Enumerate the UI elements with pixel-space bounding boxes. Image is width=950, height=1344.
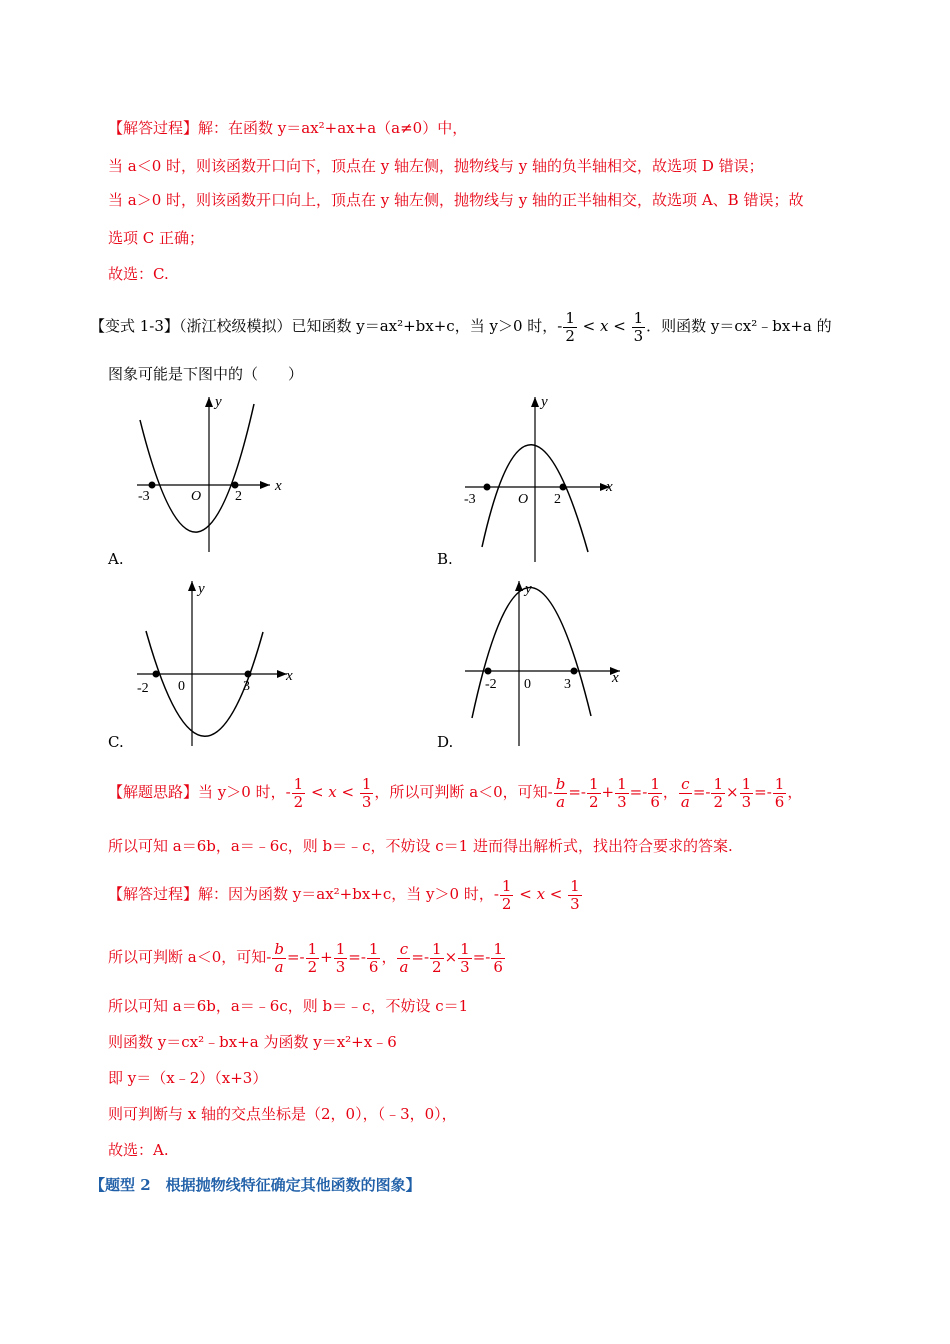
fraction-half: $\frac{1}{2}$ (565, 308, 575, 345)
graph-option-b (460, 392, 620, 562)
solution1-line-5: 故选：C. (108, 265, 169, 283)
graph-a-tick-2: O (191, 489, 202, 504)
graph-d-y-label: y (525, 581, 532, 597)
solution2-line-7: 故选：A. (108, 1141, 169, 1159)
solution2-line-4: 则函数 y＝cx²﹣bx+a 为函数 y＝x²+x﹣6 (108, 1033, 397, 1051)
graph-b-x-label: x (606, 479, 613, 495)
solution2-line-3: 所以可知 a＝6b，a＝﹣6c，则 b＝﹣c，不妨设 c＝1 (108, 997, 469, 1015)
option-c-label: C. (108, 733, 124, 751)
graph-option-d (460, 576, 630, 746)
solution1-line-2: 当 a＜0 时，则该函数开口向下，顶点在 y 轴左侧，抛物线与 y 轴的负半轴相交，故选项 D 错误； (108, 157, 764, 175)
graph-b-tick-1: -3 (464, 492, 476, 507)
section-heading: 【题型 2 根据抛物线特征确定其他函数的图象】 (90, 1176, 421, 1194)
hint-line-1: 【解题思路】当 y＞0 时，- $\frac{1}{2}$ < x < $\frac{1}{3}$ ，所以可判断 a＜0，可知- $\frac{b}{a}$ =- $\frac{1}{2}$ + $\frac{1}{3}$ =- $\frac{1}{6}$ ， $\frac{c}{a}$ =- $\frac{1}{2}$ × $\frac{1}{3}$ =- $\frac{1}{6}$ ， (108, 774, 803, 811)
solution1-line-1: 【解答过程】解：在函数 y＝ax²+ax+a（a≠0）中， (108, 119, 468, 137)
graph-c-tick-2: 0 (178, 679, 185, 694)
graph-c-tick-3: 3 (243, 679, 250, 694)
option-b-label: B. (437, 550, 453, 568)
option-d-label: D. (437, 733, 454, 751)
fraction-third: $\frac{1}{3}$ (633, 308, 644, 345)
solution2-tag: 【解答过程】 (108, 885, 199, 903)
graph-a-x-label: x (275, 478, 282, 494)
solution2-line-2: 所以可判断 a＜0，可知- $\frac{b}{a}$ =- $\frac{1}{2}$ + $\frac{1}{3}$ =- $\frac{1}{6}$ ， $\frac{c}{a}$ =- $\frac{1}{2}$ × $\frac{1}{3}$ =- $\frac{1}{6}$ (108, 939, 503, 976)
graph-a-tick-3: 2 (235, 489, 242, 504)
graph-d-tick-2: 0 (524, 677, 531, 692)
graph-option-a (132, 392, 292, 552)
graph-c-tick-1: -2 (137, 681, 149, 696)
graph-b-tick-3: 2 (554, 492, 561, 507)
graph-d-tick-3: 3 (564, 677, 571, 692)
graph-option-c (132, 576, 302, 746)
option-a-label: A. (108, 550, 124, 568)
graph-a-y-label: y (215, 394, 222, 410)
problem-text-a: 已知函数 y＝ax²+bx+c，当 y＞0 时，- (291, 317, 563, 335)
graph-d-x-label: x (612, 670, 619, 686)
problem-source: （浙江校级模拟） (178, 317, 292, 335)
graph-b-tick-2: O (518, 492, 529, 507)
graph-c-x-label: x (286, 668, 293, 684)
solution1-line-3: 当 a＞0 时，则该函数开口向上，顶点在 y 轴左侧，抛物线与 y 轴的正半轴相交，故选项 A、B 错误；故 (108, 191, 804, 209)
solution2-line-5: 即 y＝（x﹣2）（x+3） (108, 1069, 268, 1087)
graph-a-tick-1: -3 (138, 489, 150, 504)
problem-tag: 【变式 1-3】 (90, 317, 179, 335)
solution2-line-6: 则可判断与 x 轴的交点坐标是（2，0），（﹣3，0）， (108, 1105, 457, 1123)
problem-line-2: 图象可能是下图中的（ ） (108, 365, 304, 383)
graph-c-y-label: y (198, 581, 205, 597)
hint-line-2: 所以可知 a＝6b，a＝﹣6c，则 b＝﹣c，不妨设 c＝1 进而得出解析式，找出符合要求的答案. (108, 837, 733, 855)
problem-statement: 【变式 1-3】（浙江校级模拟）已知函数 y＝ax²+bx+c，当 y＞0 时，- $\frac{1}{2}$ < x < $\frac{1}{3}$ ．则函数 y＝cx²﹣bx+a 的 (90, 308, 832, 345)
solution2-line-1: 【解答过程】解：因为函数 y＝ax²+bx+c，当 y＞0 时，- $\frac{1}{2}$ < x < $\frac{1}{3}$ (108, 876, 580, 913)
hint-tag: 【解题思路】 (108, 783, 199, 801)
solution1-line-4: 选项 C 正确； (108, 229, 205, 247)
graph-d-tick-1: -2 (485, 677, 497, 692)
graph-b-y-label: y (541, 394, 548, 410)
problem-text-b: 则函数 y＝cx²﹣bx+a 的 (661, 317, 832, 335)
